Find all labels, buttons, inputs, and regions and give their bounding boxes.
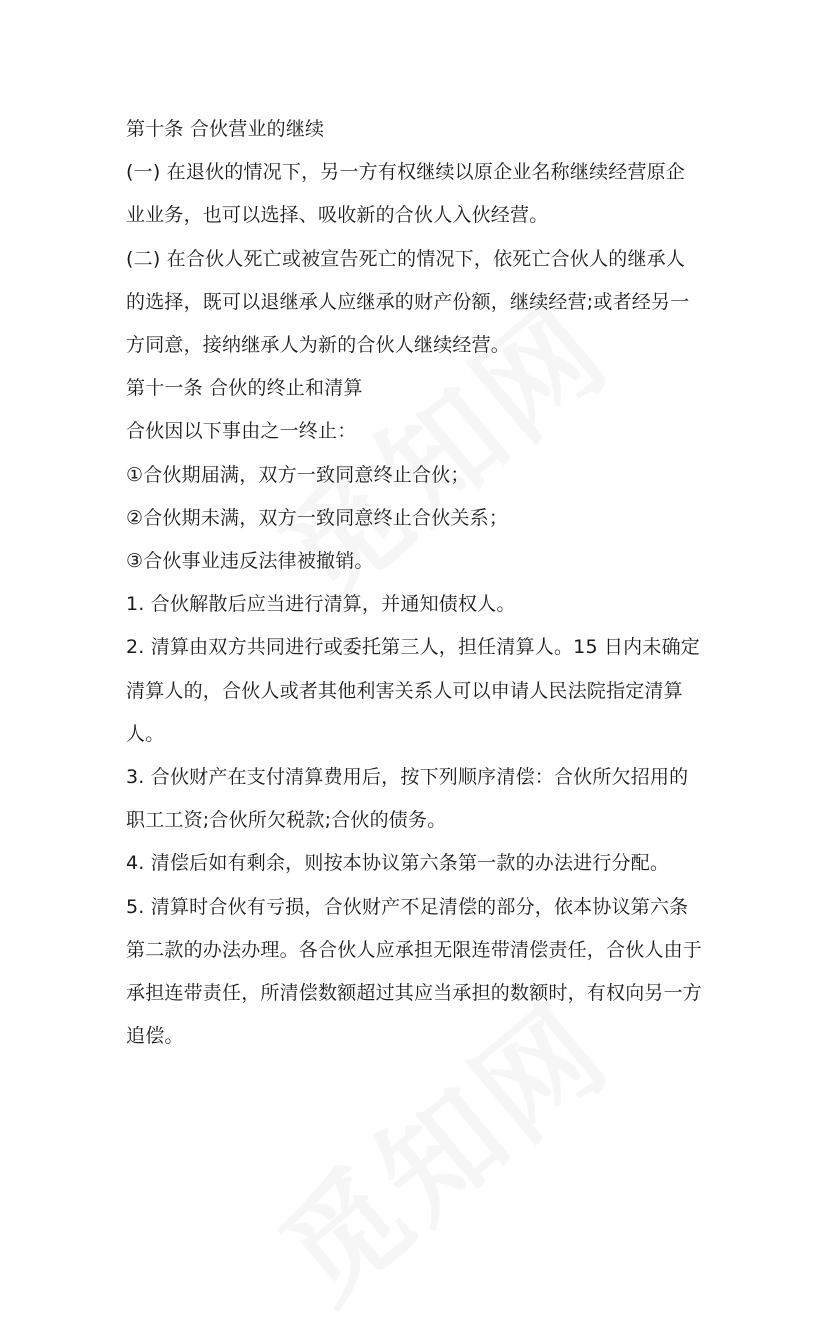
paragraph-line: 追偿。 (126, 1025, 184, 1048)
paragraph-line: 第二款的办法办理。各合伙人应承担无限连带清偿责任，合伙人由于 (126, 938, 703, 961)
paragraph-line: 清算人的，合伙人或者其他利害关系人可以申请人民法院指定清算 (126, 679, 683, 702)
paragraph-line: 方同意，接纳继承人为新的合伙人继续经营。 (126, 334, 511, 357)
paragraph-line: 5. 清算时合伙有亏损，合伙财产不足清偿的部分，依本协议第六条 (126, 895, 689, 918)
paragraph-line: 3. 合伙财产在支付清算费用后，按下列顺序清偿：合伙所欠招用的 (126, 766, 689, 789)
paragraph-line: (一) 在退伙的情况下，另一方有权继续以原企业名称继续经营原企 (126, 161, 686, 184)
paragraph-line: 合伙因以下事由之一终止： (126, 420, 357, 443)
document-body (126, 108, 710, 1058)
paragraph-line: (二) 在合伙人死亡或被宣告死亡的情况下，依死亡合伙人的继承人 (126, 247, 686, 270)
paragraph-line: 4. 清偿后如有剩余，则按本协议第六条第一款的办法进行分配。 (126, 852, 670, 875)
paragraph-line: 职工工资;合伙所欠税款;合伙的债务。 (126, 809, 447, 832)
paragraph-line: 业业务，也可以选择、吸收新的合伙人入伙经营。 (126, 204, 549, 227)
paragraph-line: 2. 清算由双方共同进行或委托第三人，担任清算人。15 日内未确定 (126, 636, 700, 659)
paragraph-line: 承担连带责任，所清偿数额超过其应当承担的数额时，有权向另一方 (126, 982, 703, 1005)
paragraph-line: 人。 (126, 722, 165, 745)
list-item: ②合伙期未满，双方一致同意终止合伙关系； (126, 506, 509, 529)
list-item: ③合伙事业违反法律被撤销。 (126, 550, 374, 573)
article-11-heading: 第十一条 合伙的终止和清算 (126, 377, 363, 400)
article-10-heading: 第十条 合伙营业的继续 (126, 118, 325, 140)
paragraph-line: 1. 合伙解散后应当进行清算，并通知债权人。 (126, 593, 516, 616)
list-item: ①合伙期届满，双方一致同意终止合伙； (126, 463, 470, 486)
paragraph-line: 的选择，既可以退继承人应继承的财产份额，继续经营;或者经另一 (126, 290, 690, 313)
